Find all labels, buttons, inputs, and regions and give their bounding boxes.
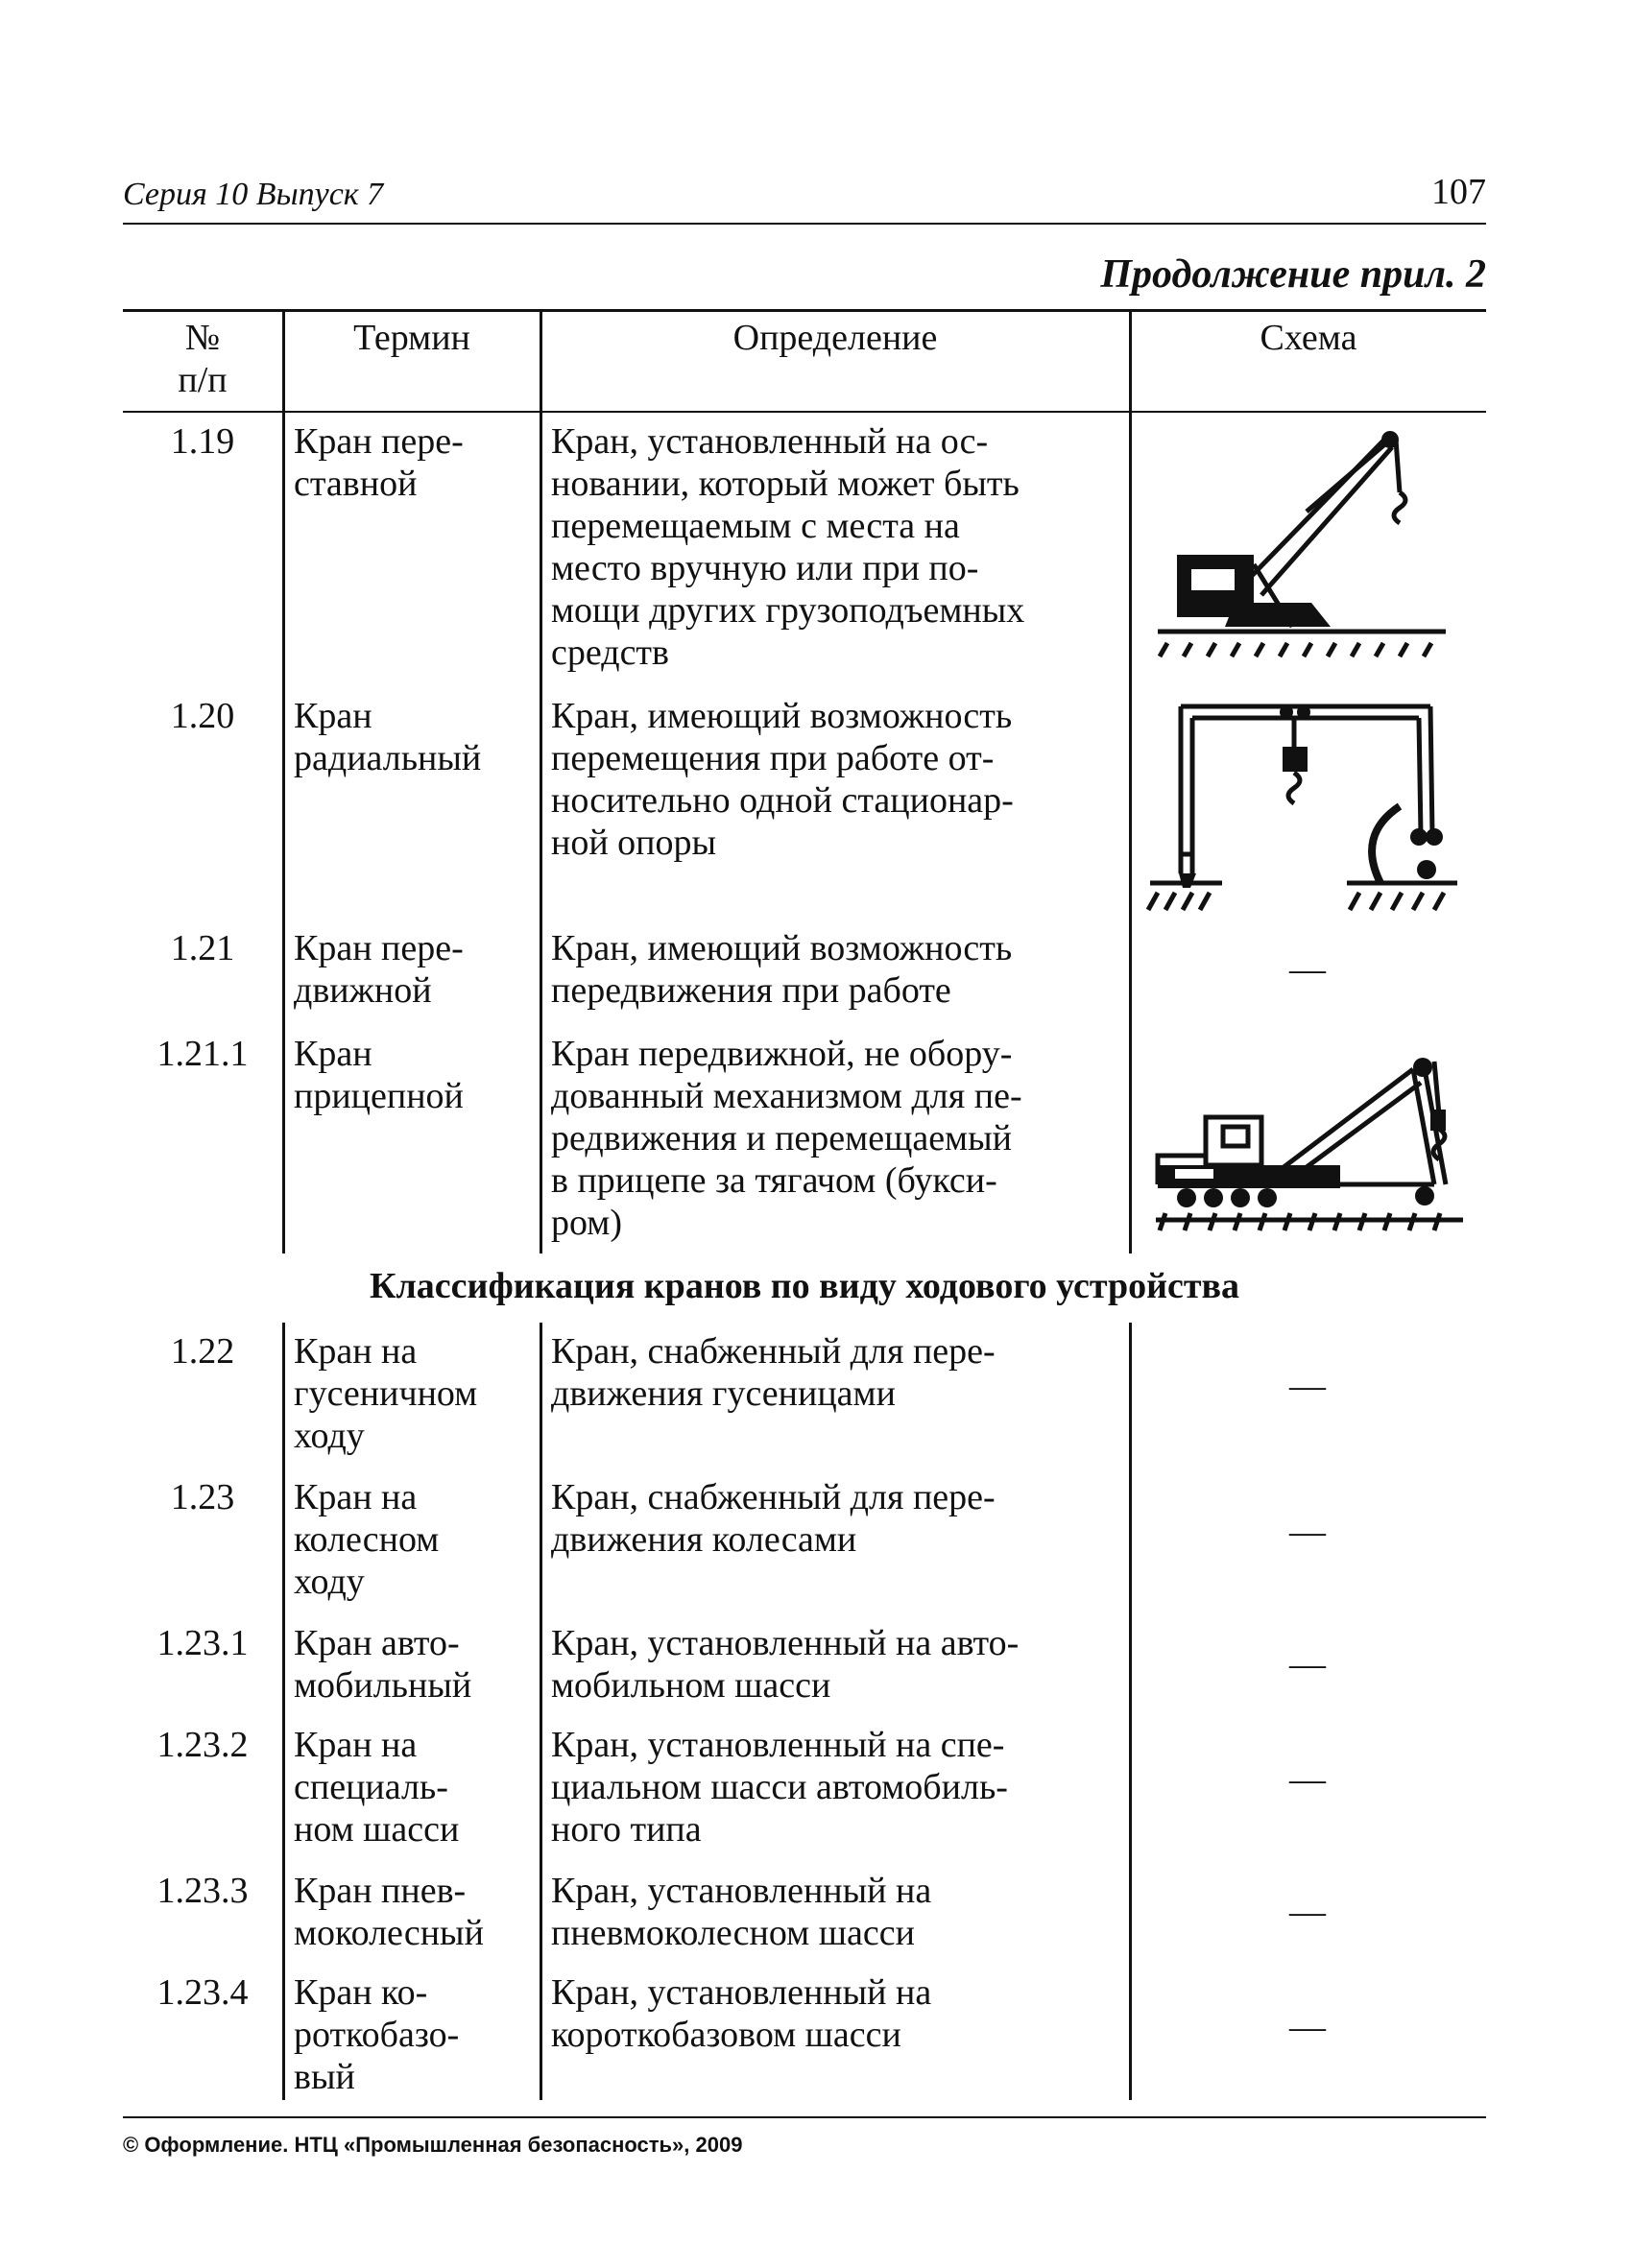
header-term: Термин: [353, 318, 470, 358]
row-number: 1.23.1: [156, 1623, 249, 1663]
row-definition: Кран, установленный на короткобазовом шасси: [551, 1972, 932, 2055]
row-term: Кран на специаль- ном шасси: [294, 1725, 460, 1850]
row-number: 1.23.2: [156, 1725, 249, 1765]
row-number: 1.20: [170, 696, 235, 736]
header-scheme: Схема: [1260, 318, 1357, 358]
row-number: 1.21.1: [156, 1034, 249, 1074]
running-head: [123, 172, 1486, 225]
row-definition: Кран, снабженный для пере- движения гусеницами: [551, 1331, 996, 1414]
row-definition: Кран, установленный на пневмоколесном шасси: [551, 1871, 932, 1953]
scheme-dash: —: [1289, 1512, 1326, 1552]
scheme-dash: —: [1289, 1366, 1326, 1406]
page-number: 107: [1431, 172, 1486, 212]
row-number: 1.22: [170, 1331, 235, 1372]
column-divider: [282, 309, 285, 1253]
scheme-dash: —: [1289, 2007, 1326, 2047]
scheme-dash: —: [1289, 1892, 1326, 1932]
column-divider: [282, 1323, 285, 2100]
radial-crane-icon: [1140, 691, 1467, 912]
row-definition: Кран, имеющий возможность перемещения при работе от- носительно одной стационар- ной опоры: [551, 696, 1014, 863]
section-title: Классификация кранов по виду ходового устройства: [369, 1266, 1240, 1306]
row-term: Кран пере- ставной: [294, 421, 464, 504]
row-number: 1.21: [170, 928, 235, 968]
row-term: Кран ко- роткобазо- вый: [294, 1972, 460, 2097]
row-definition: Кран, установленный на ос- новании, который может быть перемещаемым с места на место вручную или при по- мощи других грузоподъемных средств: [551, 421, 1025, 673]
row-term: Кран пере- движной: [294, 928, 464, 1011]
copyright-footer: © Оформление. НТЦ «Промышленная безопасность», 2009: [123, 2133, 743, 2157]
scheme-dash: —: [1289, 1644, 1326, 1684]
row-number: 1.23: [170, 1477, 235, 1517]
table-top-rule: [123, 309, 1486, 312]
row-term: Кран прицепной: [294, 1034, 464, 1116]
row-term: Кран на колесном ходу: [294, 1477, 440, 1602]
row-term: Кран радиальный: [294, 696, 482, 778]
scheme-dash: —: [1289, 1759, 1326, 1800]
row-definition: Кран, установленный на спе- циальном шасси автомобиль- ного типа: [551, 1725, 1008, 1850]
row-number: 1.23.4: [156, 1972, 249, 2013]
scheme-dash: —: [1289, 949, 1326, 990]
footer-rule: [123, 2116, 1486, 2118]
row-number: 1.19: [170, 421, 235, 462]
row-definition: Кран, снабженный для пере- движения колесами: [551, 1477, 996, 1560]
header-num: № п/п: [178, 318, 228, 400]
row-definition: Кран, установленный на авто- мобильном шасси: [551, 1623, 1020, 1706]
header-definition: Определение: [732, 318, 938, 358]
continuation-label: Продолжение прил. 2: [1100, 252, 1486, 297]
towed-crane-icon: [1146, 1042, 1473, 1234]
row-term: Кран авто- мобильный: [294, 1623, 472, 1706]
row-definition: Кран передвижной, не обору- дованный механизмом для пе- редвижения и перемещаемый в прицепе за тягачом (букси- ром): [551, 1034, 1022, 1243]
row-number: 1.23.3: [156, 1871, 249, 1911]
row-definition: Кран, имеющий возможность передвижения при работе: [551, 928, 1013, 1011]
crane-on-base-icon: [1148, 420, 1475, 660]
series-label: Серия 10 Выпуск 7: [123, 177, 384, 212]
row-term: Кран пнев- моколесный: [294, 1871, 484, 1953]
row-term: Кран на гусеничном ходу: [294, 1331, 478, 1456]
table-header-rule: [123, 411, 1486, 413]
